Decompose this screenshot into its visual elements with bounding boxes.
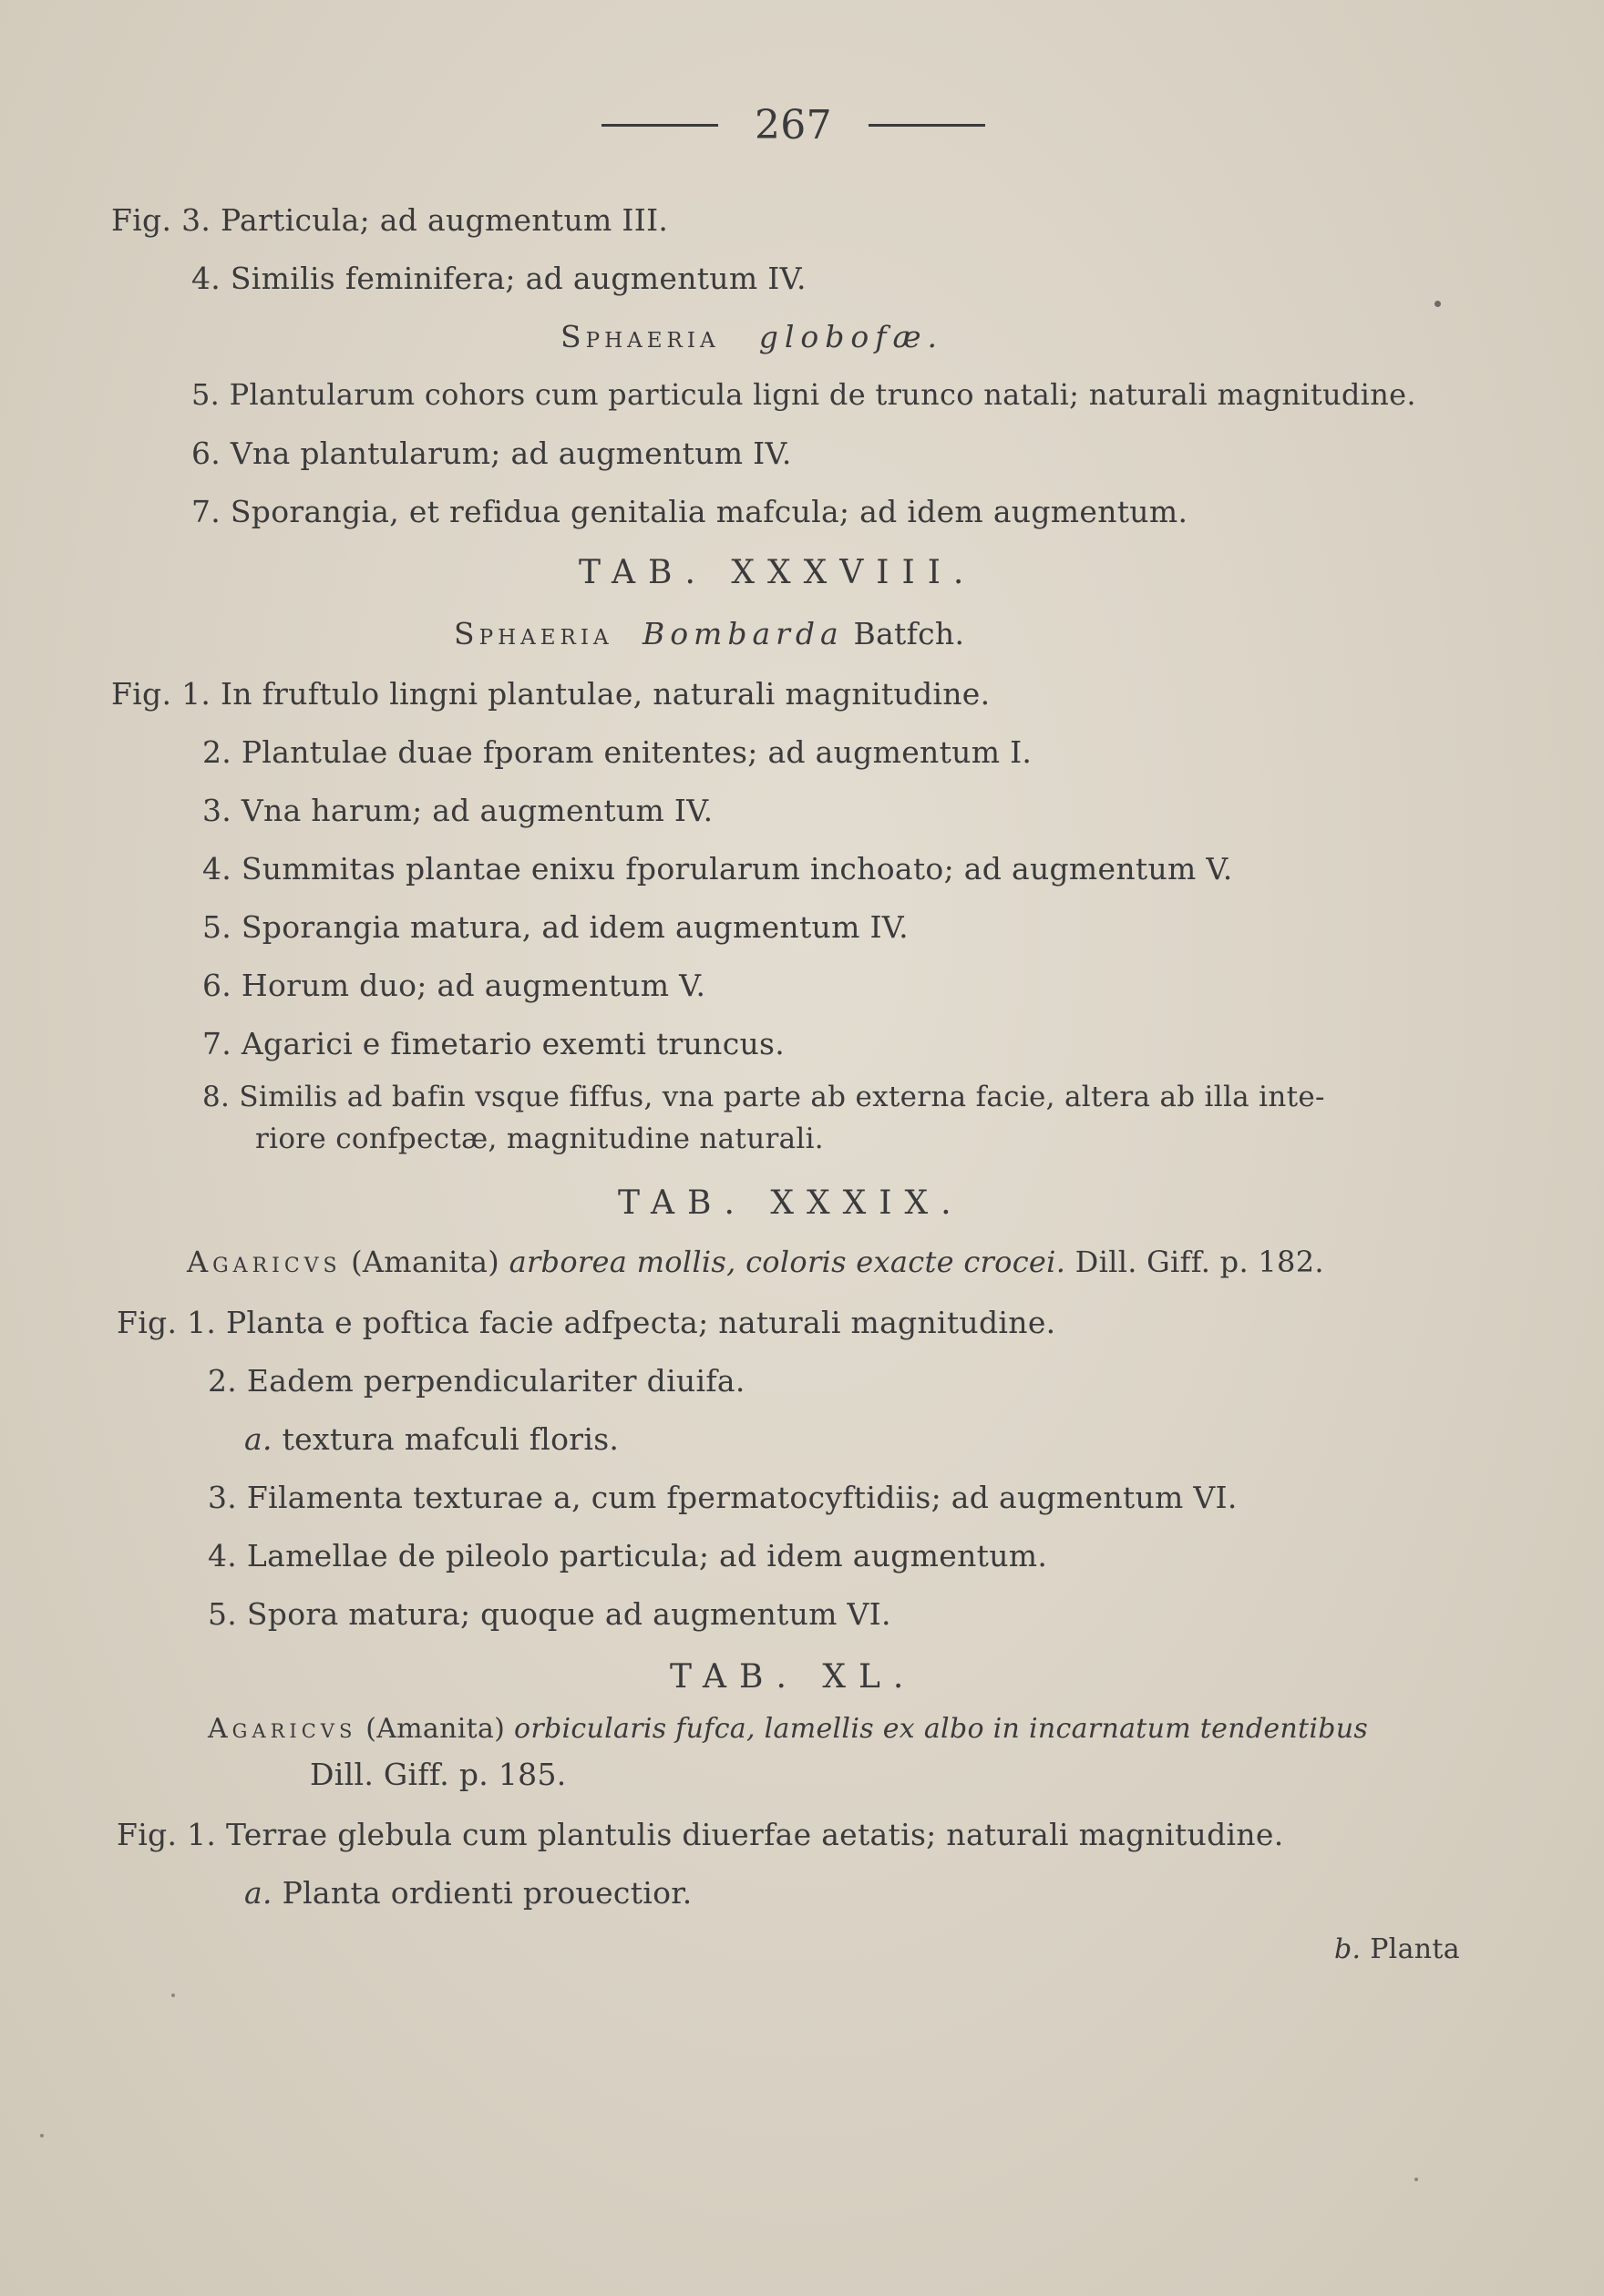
paper-speck	[171, 1994, 175, 1997]
genus-name: Sphaeria	[454, 616, 613, 651]
ink-dot	[1434, 301, 1441, 307]
fig-text: Similis feminifera; ad augmentum IV.	[230, 261, 807, 296]
fig-line	[117, 1305, 1055, 1340]
page-number: 267	[755, 102, 832, 149]
fig-number: 3.	[181, 202, 211, 238]
fig-line	[202, 734, 1032, 770]
fig-line	[208, 1480, 1238, 1515]
fig-line	[202, 968, 705, 1003]
fig-line-continued: riore confpectæ, magnitudine naturali.	[255, 1122, 824, 1155]
species-heading	[208, 1713, 1368, 1745]
fig-text: Sporangia, et refidua genitalia mafcula; ad idem augmentum.	[230, 494, 1188, 529]
fig-text: Sporangia matura, ad idem augmentum IV.	[241, 909, 909, 945]
fig-text: In fruftulo lingni plantulae, naturali magnitudine.	[220, 676, 991, 712]
fig-line	[191, 377, 1416, 412]
fig-text: Eadem perpendiculariter diuifa.	[246, 1363, 745, 1399]
fig-number: 3.	[202, 793, 232, 828]
paper-speck	[40, 2134, 44, 2137]
fig-text: Planta ordienti prouectior.	[282, 1875, 693, 1911]
fig-line	[111, 202, 668, 238]
fig-text: Lamellae de pileolo particula; ad idem augmentum.	[246, 1538, 1048, 1573]
fig-number: 7.	[191, 494, 221, 529]
fig-text: Plantularum cohors cum particula ligni de trunco natali; naturali magnitudine.	[229, 377, 1416, 412]
fig-number: 4.	[208, 1538, 238, 1573]
fig-text: Agarici e fimetario exemti truncus.	[241, 1026, 786, 1061]
species-heading	[454, 616, 964, 651]
plate-heading: TAB. XXXVIII.	[579, 554, 977, 591]
reference: Dill. Giff. p. 182.	[1074, 1245, 1324, 1279]
fig-number: 4.	[202, 851, 232, 887]
plate-heading: TAB. XXXIX.	[618, 1184, 964, 1222]
fig-text: textura mafculi floris.	[282, 1421, 620, 1457]
fig-number: 2.	[208, 1363, 238, 1399]
fig-line	[208, 1538, 1047, 1573]
fig-line	[202, 851, 1233, 887]
fig-number: 6.	[191, 436, 221, 471]
fig-label: Fig.	[117, 1305, 178, 1340]
fig-text: Vna plantularum; ad augmentum IV.	[230, 436, 792, 471]
species-name: globofæ.	[758, 319, 943, 354]
fig-line	[208, 1363, 745, 1399]
species-name: Bombarda	[642, 616, 844, 651]
fig-number: 5.	[191, 377, 221, 412]
species-description: orbicularis fufca, lamellis ex albo in incarnatum tendentibus	[514, 1713, 1369, 1745]
page-header	[602, 102, 985, 149]
catchword	[1334, 1933, 1460, 1965]
fig-line	[208, 1596, 891, 1632]
fig-line	[111, 676, 990, 712]
fig-text: Vna harum; ad augmentum IV.	[241, 793, 714, 828]
fig-line	[202, 909, 909, 945]
species-heading	[560, 319, 943, 354]
fig-text: Filamenta texturae a, cum fpermatocyftidiis; ad augmentum VI.	[246, 1480, 1238, 1515]
fig-text: Horum duo; ad augmentum V.	[241, 968, 706, 1003]
sub-letter: a.	[244, 1421, 272, 1457]
paper-speck	[1414, 2178, 1418, 2181]
fig-text: Terrae glebula cum plantulis diuerfae aetatis; naturali magnitudine.	[225, 1817, 1284, 1852]
fig-number: 8.	[202, 1081, 231, 1113]
fig-line	[202, 1081, 1325, 1113]
subgenus-name: (Amanita)	[351, 1245, 500, 1279]
species-heading	[187, 1245, 1324, 1279]
fig-line	[202, 793, 713, 828]
fig-line	[117, 1817, 1284, 1852]
sub-letter: a.	[244, 1875, 272, 1911]
fig-text: Planta e poftica facie adfpecta; naturali magnitudine.	[225, 1305, 1056, 1340]
fig-number: 1.	[187, 1817, 217, 1852]
fig-number: 2.	[202, 734, 232, 770]
author-name: Batfch.	[853, 616, 965, 651]
fig-text: Similis ad bafin vsque fiffus, vna parte ab externa facie, altera ab illa inte-	[239, 1081, 1325, 1113]
fig-subline	[244, 1421, 619, 1457]
fig-label: Fig.	[117, 1817, 178, 1852]
fig-number: 6.	[202, 968, 232, 1003]
fig-line	[191, 494, 1188, 529]
genus-name: Agaricvs	[187, 1245, 342, 1279]
fig-number: 5.	[202, 909, 232, 945]
sub-letter: b.	[1334, 1933, 1362, 1965]
fig-number: 5.	[208, 1596, 238, 1632]
header-rule-right	[869, 124, 985, 127]
fig-text: Summitas plantae enixu fporularum inchoato; ad augmentum V.	[241, 851, 1233, 887]
fig-text: Particula; ad augmentum III.	[220, 202, 669, 238]
fig-text: Spora matura; quoque ad augmentum VI.	[246, 1596, 891, 1632]
fig-number: 7.	[202, 1026, 232, 1061]
plate-heading: TAB. XL.	[670, 1658, 917, 1696]
fig-line	[202, 1026, 785, 1061]
fig-label: Fig.	[111, 676, 172, 712]
fig-number: 3.	[208, 1480, 238, 1515]
fig-number: 1.	[181, 676, 211, 712]
fig-text: Plantulae duae fporam enitentes; ad augmentum I.	[241, 734, 1033, 770]
header-rule-left	[602, 124, 718, 127]
genus-name: Sphaeria	[560, 319, 720, 354]
genus-name: Agaricvs	[208, 1713, 357, 1745]
fig-subline	[244, 1875, 693, 1911]
fig-number: 1.	[187, 1305, 217, 1340]
fig-line	[191, 261, 807, 296]
fig-line	[191, 436, 792, 471]
species-description: arborea mollis, coloris exacte crocei.	[509, 1245, 1066, 1279]
fig-label: Fig.	[111, 202, 172, 238]
subgenus-name: (Amanita)	[365, 1713, 506, 1745]
catchword-text: Planta	[1370, 1933, 1460, 1965]
fig-number: 4.	[191, 261, 221, 296]
reference: Dill. Giff. p. 185.	[310, 1757, 567, 1792]
